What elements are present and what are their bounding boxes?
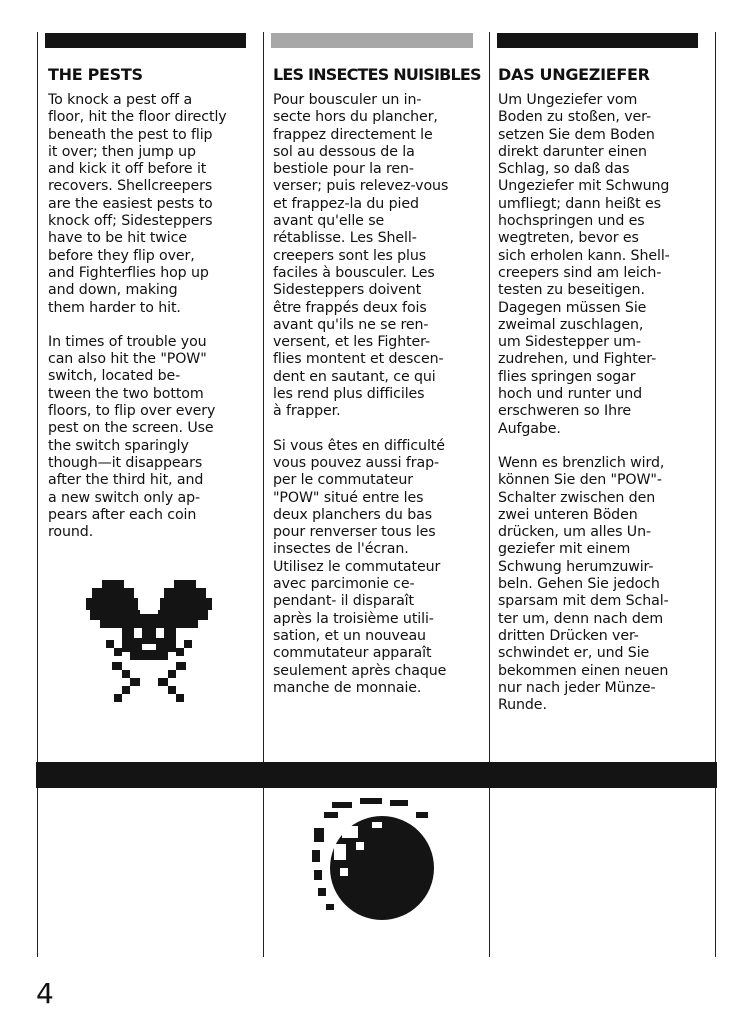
paragraph: Si vous êtes en difficulté vous pouvez aussi frap- per le commutateur "POW" situé entre les deux planchers du bas pour renverser tous les insectes de l'écran. Utilisez le commutateur avec parcimonie ce- pendant- il disparaît après la troisième utili- sation, et un nouveau commutateur apparaît seulement après chaque manche de monnaie.: [273, 437, 447, 696]
section-heading: DAS UNGEZIEFER: [498, 65, 650, 84]
paragraph: Um Ungeziefer vom Boden zu stoßen, ver- setzen Sie dem Boden direkt darunter einen Schlag, so daß das Ungeziefer mit Schwung umfliegt; dann heißt es hochspringen und es wegtreten, bevor es sich erholen kann. Shell- creepers sind am leich- testen zu beseitigen. Dagegen müssen Sie zweimal zuschlagen, um Sidestepper um- zudrehen, und Fighter- flies springen sogar hoch und runter und erschweren so Ihre Aufgabe.: [498, 92, 670, 437]
section-heading: THE PESTS: [48, 65, 143, 84]
divider-bar-bottom: [36, 762, 717, 788]
header-bar-french: [271, 33, 473, 48]
column-divider-left: [37, 32, 38, 957]
section-heading: LES INSECTES NUISIBLES: [273, 65, 481, 84]
header-bar-german: [497, 33, 698, 48]
fighterfly-sprite: [86, 580, 212, 704]
paragraph: Pour bousculer un in- secte hors du plancher, frappez directement le sol au dessous de la bestiole pour la ren- verser; puis relevez-vous et frappez-la du pied avant qu'elle se rétablisse. Les Shell- creepers sont les plus faciles à bousculer. Les Sidesteppers doivent être frappés deux fois avant qu'ils ne se ren- versent, et les Fighter- flies montent et descen- dent en sautant, ce qui les rend plus difficiles à frapper.: [273, 92, 449, 420]
paragraph: Wenn es brenzlich wird, können Sie den "POW"- Schalter zwischen den zwei unteren Böden drücken, um alles Un- geziefer mit einem Schwung herumzuwir- beln. Gehen Sie jedoch sparsam mit dem Schal- ter um, denn nach dem dritten Drücken ver- schwindet er, und Sie bekommen einen neuen nur nach jeder Münze- Runde.: [498, 454, 669, 714]
column-english: [48, 64, 260, 558]
column-divider-right: [715, 32, 716, 957]
column-french: [273, 64, 487, 714]
paragraph: In times of trouble you can also hit the "POW" switch, located be- tween the two bottom floors, to flip over every pest on the screen. Use the switch sparingly though—it disappears after the third hit, and a new switch only ap- pears after each coin round.: [48, 333, 216, 541]
page-number: 4: [36, 977, 54, 1010]
column-divider-2: [489, 32, 490, 957]
fireball-sprite: [312, 798, 446, 928]
header-bar-english: [45, 33, 246, 48]
column-german: [498, 64, 712, 731]
paragraph: To knock a pest off a floor, hit the floor directly beneath the pest to flip it over; then jump up and kick it off before it recovers. Shellcreepers are the easiest pests to knock off; Sidesteppers have to be hit twice before they flip over, and Fighterflies hop up and down, making them harder to hit.: [48, 92, 227, 316]
column-divider-1: [263, 32, 264, 957]
